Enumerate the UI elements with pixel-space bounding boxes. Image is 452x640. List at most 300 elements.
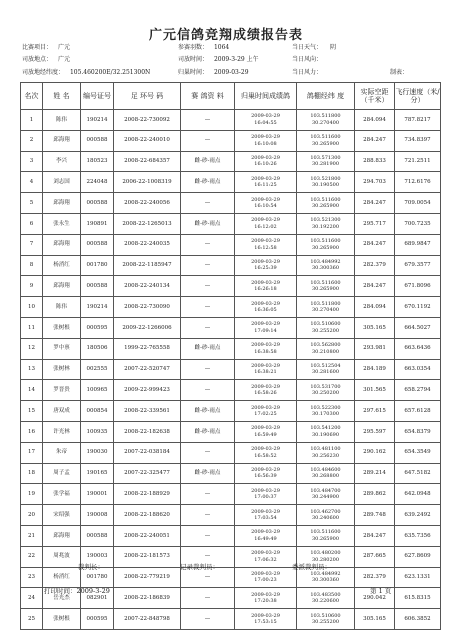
ring-id-cell [81, 463, 114, 484]
coordinate-lat: 30.270400 [311, 307, 340, 314]
distance-cell [355, 193, 395, 214]
name-cell [43, 234, 81, 255]
speed-cell [395, 588, 441, 609]
table-row [21, 234, 441, 255]
table-row [21, 317, 441, 338]
return-time-time: 16:58:26 [254, 390, 277, 397]
name-cell [43, 567, 81, 588]
ring-number-ring: 2008-22-240010 [124, 137, 170, 144]
ring-id-cell [81, 110, 114, 131]
rank-cell [21, 359, 43, 380]
name-name: 周子孟 [53, 470, 70, 477]
table-row [21, 421, 441, 442]
return-time-time: 16:12:02 [254, 223, 277, 230]
coordinate-lat: 30.265900 [311, 286, 340, 293]
rank-rank: 9 [29, 283, 34, 290]
rank-rank: 14 [28, 387, 35, 393]
return-time-date: 2009-03-29 [251, 529, 280, 536]
header-ring: 足 环号 码 [114, 83, 181, 110]
table-row [21, 609, 441, 630]
release-place-value: 广元 [57, 56, 70, 63]
return-time-time: 16:56:39 [254, 473, 277, 480]
ring-number-cell [114, 151, 181, 172]
coordinate-lat: 30.256230 [311, 452, 340, 459]
inspector-label: 委派裁判员： [292, 563, 331, 571]
release-coord-value: 105.460200E/32.251300N [69, 69, 151, 76]
ring-number-ring: 2008-22-181573 [124, 553, 170, 560]
rank-rank: 1 [29, 116, 34, 123]
speed-speed: 658.2794 [404, 387, 431, 393]
speed-speed: 664.5027 [404, 324, 431, 331]
return-time-date: 2009-03-29 [251, 362, 280, 369]
distance-cell [355, 255, 395, 276]
ring-id-id: 100965 [86, 387, 108, 393]
name-name: 许光林 [53, 428, 70, 435]
distance-dist: 294.703 [363, 179, 386, 186]
coordinate-cell [297, 151, 355, 172]
speed-speed: 615.8315 [404, 594, 431, 601]
distance-cell [355, 130, 395, 151]
ring-number-ring: 2008-22-240056 [124, 199, 170, 206]
distance-dist: 305.165 [363, 324, 386, 331]
ring-id-id: 100935 [86, 428, 108, 435]
name-cell [43, 338, 81, 359]
return-time-cell [235, 110, 297, 131]
return-time-cell [235, 213, 297, 234]
speed-speed: 623.1331 [404, 574, 431, 581]
name-cell [43, 172, 81, 193]
return-time-time: 16:58:52 [254, 452, 277, 459]
coordinate-cell [297, 505, 355, 526]
ring-number-ring: 2008-22-339561 [124, 407, 170, 414]
distance-dist: 290.042 [363, 594, 386, 601]
speed-cell [395, 421, 441, 442]
rank-cell [21, 213, 43, 234]
results-table [20, 82, 441, 630]
speed-cell [395, 234, 441, 255]
return-time-date: 2009-03-29 [251, 258, 280, 265]
coordinate-lng: 103.484700 [310, 487, 341, 494]
meta-made-by [390, 69, 410, 77]
ring-number-cell [114, 213, 181, 234]
coordinate-lat: 30.192200 [311, 223, 340, 230]
return-time-cell [235, 463, 297, 484]
return-time-date: 2009-03-29 [251, 612, 280, 619]
distance-cell [355, 609, 395, 630]
speed-cell [395, 525, 441, 546]
distance-dist: 301.565 [363, 387, 386, 393]
ring-number-cell [114, 567, 181, 588]
distance-cell [355, 359, 395, 380]
coordinate-lat: 30.244900 [311, 494, 340, 501]
ring-id-id: 000588 [86, 137, 108, 144]
coordinate-lat: 30.265900 [311, 244, 340, 251]
speed-speed: 734.8397 [404, 137, 431, 144]
coordinate-cell [297, 525, 355, 546]
return-time-cell [235, 546, 297, 567]
coordinate-lng: 103.521800 [310, 175, 341, 182]
rank-rank: 23 [28, 574, 35, 581]
ring-number-ring: 2007-22-038184 [124, 449, 170, 456]
bird-info-cell [181, 359, 235, 380]
speed-speed: 606.3852 [404, 615, 431, 622]
header-name: 姓 名 [43, 83, 81, 110]
ring-number-ring: 2006-22-1008319 [122, 179, 172, 186]
return-time-date: 2009-03-29 [251, 466, 280, 473]
speed-speed: 639.2492 [404, 511, 431, 518]
coordinate-lng: 103.511800 [310, 113, 341, 120]
table-row [21, 130, 441, 151]
ring-id-cell [81, 442, 114, 463]
coordinate-lat: 30.265900 [311, 203, 340, 210]
coordinate-lng: 103.484992 [310, 258, 341, 265]
rank-cell [21, 567, 43, 588]
distance-dist: 295.597 [363, 428, 386, 435]
distance-cell [355, 401, 395, 422]
header-race-info: 赛 鸽资 料 [181, 83, 235, 110]
ring-number-cell [114, 484, 181, 505]
speed-speed: 712.6176 [404, 179, 431, 186]
ring-number-cell [114, 317, 181, 338]
ring-number-cell [114, 193, 181, 214]
ring-number-cell [114, 297, 181, 318]
ring-id-cell [81, 213, 114, 234]
name-cell [43, 546, 81, 567]
coordinate-cell [297, 110, 355, 131]
ring-number-cell [114, 442, 181, 463]
distance-cell [355, 484, 395, 505]
return-time-time: 17:02:25 [254, 411, 277, 418]
rank-rank: 18 [28, 470, 35, 477]
rank-rank: 22 [28, 553, 35, 560]
coordinate-lng: 103.510600 [310, 321, 341, 328]
distance-dist: 295.717 [363, 220, 386, 227]
speed-cell [395, 193, 441, 214]
ring-number-ring: 1999-22-765558 [124, 345, 170, 352]
meta-entries [178, 44, 229, 52]
speed-cell [395, 172, 441, 193]
name-cell [43, 213, 81, 234]
ring-number-ring: 2008-22-188620 [124, 511, 170, 518]
bird-info-info: — [204, 449, 211, 456]
return-time-cell [235, 421, 297, 442]
coordinate-lat: 30.280200 [311, 556, 340, 563]
coordinate-cell [297, 463, 355, 484]
distance-dist: 284.247 [363, 283, 386, 290]
distance-dist: 284.094 [363, 116, 386, 123]
return-time-date: 2009-03-29 [251, 279, 280, 286]
bird-info-info: — [204, 241, 211, 248]
rank-cell [21, 588, 43, 609]
race-project-value: 广元 [57, 44, 70, 51]
return-time-cell [235, 255, 297, 276]
ring-id-cell [81, 338, 114, 359]
distance-cell [355, 110, 395, 131]
ring-number-ring: 2008-22-182638 [124, 428, 170, 435]
bird-info-cell [181, 234, 235, 255]
ring-id-id: 000595 [86, 324, 108, 331]
coordinate-cell [297, 297, 355, 318]
coordinate-cell [297, 359, 355, 380]
bird-info-info: — [204, 615, 211, 622]
ring-id-id: 190214 [86, 303, 108, 310]
bird-info-cell [181, 380, 235, 401]
distance-cell [355, 151, 395, 172]
name-name: 张树根 [53, 324, 70, 331]
return-time-date: 2009-03-29 [251, 175, 280, 182]
return-time-time: 17:20:38 [254, 598, 277, 605]
return-time-time: 17:53:15 [254, 619, 277, 626]
entries-label: 参赛羽数： [178, 44, 209, 51]
ring-number-ring: 2007-22-848798 [124, 615, 170, 622]
name-name: 唐双成 [53, 407, 70, 414]
ring-number-cell [114, 505, 181, 526]
bird-info-info: — [204, 199, 211, 206]
coordinate-cell [297, 338, 355, 359]
name-cell [43, 484, 81, 505]
ring-id-cell [81, 255, 114, 276]
coordinate-cell [297, 401, 355, 422]
return-time-date: 2009-03-29 [251, 342, 280, 349]
ring-number-cell [114, 380, 181, 401]
rank-cell [21, 525, 43, 546]
table-row [21, 151, 441, 172]
distance-dist: 284.247 [363, 137, 386, 144]
rank-cell [21, 484, 43, 505]
ring-id-id: 000588 [86, 199, 108, 206]
bird-info-cell [181, 110, 235, 131]
bird-info-cell [181, 130, 235, 151]
return-time-date: 2009-03-29 [251, 570, 280, 577]
bird-info-info: — [204, 553, 211, 560]
speed-speed: 689.9847 [404, 241, 431, 248]
return-time-cell [235, 609, 297, 630]
speed-speed: 663.0354 [404, 366, 431, 373]
release-time-value: 2009-3-29 上午 [213, 56, 259, 63]
rank-rank: 5 [29, 199, 34, 206]
distance-dist: 284.247 [363, 532, 386, 539]
bird-info-cell [181, 255, 235, 276]
ring-number-cell [114, 525, 181, 546]
coordinate-lng: 103.521300 [310, 217, 341, 224]
name-name: 杨消红 [53, 574, 70, 581]
speed-speed: 679.3577 [404, 262, 431, 269]
ring-number-ring: 2008-22-1185947 [122, 262, 172, 269]
coordinate-lng: 103.510600 [310, 612, 341, 619]
rank-rank: 13 [28, 366, 35, 373]
ring-number-cell [114, 588, 181, 609]
distance-dist: 284.189 [363, 366, 386, 373]
meta-release-coord [22, 69, 150, 77]
coordinate-cell [297, 484, 355, 505]
ring-number-ring: 2008-22-1265013 [122, 220, 172, 227]
return-time-cell [235, 276, 297, 297]
ring-number-ring: 2007-22-520747 [124, 366, 170, 373]
return-time-time: 17:09:14 [254, 327, 277, 334]
ring-id-id: 001780 [86, 574, 108, 581]
return-time-cell [235, 525, 297, 546]
rank-rank: 10 [28, 303, 35, 310]
return-time-time: 16:26:18 [254, 286, 277, 293]
coordinate-cell [297, 234, 355, 255]
name-name: 李兴 [55, 158, 67, 165]
ring-number-cell [114, 546, 181, 567]
ring-number-cell [114, 130, 181, 151]
table-row [21, 505, 441, 526]
ring-number-cell [114, 255, 181, 276]
ring-id-id: 180506 [86, 345, 108, 352]
page-title: 广元信鸽竞翔成绩报告表 [148, 28, 303, 43]
return-time-time: 16:12:58 [254, 244, 277, 251]
coordinate-lng: 103.512504 [310, 362, 341, 369]
distance-dist: 288.833 [363, 158, 386, 165]
return-time-date: 2009-03-29 [251, 217, 280, 224]
ring-number-ring: 2008-22-779219 [124, 574, 170, 581]
coordinate-cell [297, 588, 355, 609]
distance-cell [355, 317, 395, 338]
name-name: 刘志国 [53, 179, 70, 186]
coordinate-lng: 103.480200 [310, 550, 341, 557]
ring-id-id: 190891 [86, 220, 108, 227]
return-time-date: 2009-03-29 [251, 238, 280, 245]
ring-number-ring: 2009-22-1266006 [122, 324, 172, 331]
table-row [21, 463, 441, 484]
speed-cell [395, 130, 441, 151]
name-name: 张永生 [53, 220, 70, 227]
return-time-time: 17:03:54 [254, 515, 277, 522]
bird-info-info: — [204, 283, 211, 290]
return-time-date: 2009-03-29 [251, 550, 280, 557]
distance-cell [355, 505, 395, 526]
coordinate-lng: 103.484992 [310, 570, 341, 577]
coordinate-cell [297, 442, 355, 463]
name-name: 邱海翔 [53, 199, 70, 206]
rank-rank: 16 [28, 428, 35, 435]
rank-cell [21, 442, 43, 463]
coordinate-lat: 30.268800 [311, 473, 340, 480]
bird-info-cell [181, 297, 235, 318]
rank-rank: 20 [28, 511, 35, 518]
return-time-date: 2009-03-29 [251, 591, 280, 598]
distance-dist: 290.162 [363, 449, 386, 456]
rank-cell [21, 463, 43, 484]
speed-cell [395, 317, 441, 338]
return-time-cell [235, 505, 297, 526]
name-cell [43, 130, 81, 151]
name-cell [43, 193, 81, 214]
meta-release-place [22, 56, 70, 64]
distance-dist: 289.214 [363, 470, 386, 477]
meta-race-project [22, 44, 70, 52]
return-time-date: 2009-03-29 [251, 508, 280, 515]
distance-cell [355, 380, 395, 401]
ring-id-cell [81, 484, 114, 505]
weather-label: 当日天气： [292, 44, 323, 51]
table-row [21, 359, 441, 380]
coordinate-cell [297, 172, 355, 193]
name-name: 张树根 [53, 615, 70, 622]
bird-info-cell [181, 193, 235, 214]
ring-number-ring: 2008-22-240134 [124, 283, 170, 290]
return-time-cell [235, 297, 297, 318]
return-time-date: 2009-03-29 [251, 196, 280, 203]
header-speed: 飞行速度（米/分） [395, 83, 441, 110]
page-number: 第 1 页 [370, 587, 392, 595]
ring-number-cell [114, 609, 181, 630]
coordinate-lng: 103.541200 [310, 425, 341, 432]
return-time-cell [235, 567, 297, 588]
return-time-time: 16:10:08 [254, 140, 277, 147]
bird-info-cell [181, 213, 235, 234]
ring-id-cell [81, 130, 114, 151]
return-time-time: 16:38:58 [254, 348, 277, 355]
coordinate-lng: 103.531700 [310, 383, 341, 390]
return-time-cell [235, 338, 297, 359]
ring-id-id: 000595 [86, 615, 108, 622]
distance-cell [355, 567, 395, 588]
ring-id-id: 002555 [86, 366, 108, 373]
return-time-date: 2009-03-29 [251, 134, 280, 141]
table-row [21, 172, 441, 193]
return-time-cell [235, 317, 297, 338]
name-name: 张学福 [53, 490, 70, 497]
distance-dist: 293.981 [363, 345, 386, 352]
ring-number-cell [114, 234, 181, 255]
ring-number-ring: 2008-22-240051 [124, 532, 170, 539]
rank-rank: 6 [29, 220, 34, 227]
table-header-row [21, 83, 441, 110]
ring-id-cell [81, 172, 114, 193]
bird-info-info: — [204, 574, 211, 581]
return-time-date: 2009-03-29 [251, 154, 280, 161]
rank-rank: 19 [28, 490, 35, 497]
speed-speed: 700.7235 [404, 220, 431, 227]
return-time-time: 16:59:49 [254, 431, 277, 438]
speed-speed: 671.8096 [404, 283, 431, 290]
coordinate-lng: 103.511600 [310, 134, 341, 141]
speed-cell [395, 609, 441, 630]
coordinate-cell [297, 421, 355, 442]
bird-info-info: 雌-砂-雨点 [194, 407, 221, 414]
speed-cell [395, 401, 441, 422]
release-place-label: 司放地点： [22, 56, 53, 63]
weather-value: 阴 [329, 44, 336, 51]
speed-cell [395, 484, 441, 505]
ring-id-cell [81, 525, 114, 546]
bird-info-cell [181, 609, 235, 630]
name-name: 罗晋贵 [53, 387, 70, 393]
return-time-value: 2009-03-29 [213, 69, 249, 76]
bird-info-cell [181, 505, 235, 526]
bird-info-info: — [204, 137, 211, 144]
distance-cell [355, 463, 395, 484]
speed-cell [395, 255, 441, 276]
bird-info-cell [181, 463, 235, 484]
name-cell [43, 317, 81, 338]
race-project-label: 比赛项目： [22, 44, 53, 51]
bird-info-info: 雌-砂-雨点 [194, 220, 221, 227]
return-time-cell [235, 359, 297, 380]
ring-number-cell [114, 276, 181, 297]
distance-cell [355, 234, 395, 255]
name-cell [43, 609, 81, 630]
coordinate-lat: 30.190690 [311, 431, 340, 438]
name-name: 邱海翔 [53, 241, 70, 248]
return-time-label: 归巢时间： [178, 69, 209, 76]
name-cell [43, 110, 81, 131]
name-name: 周兆波 [53, 553, 70, 560]
bird-info-cell [181, 172, 235, 193]
